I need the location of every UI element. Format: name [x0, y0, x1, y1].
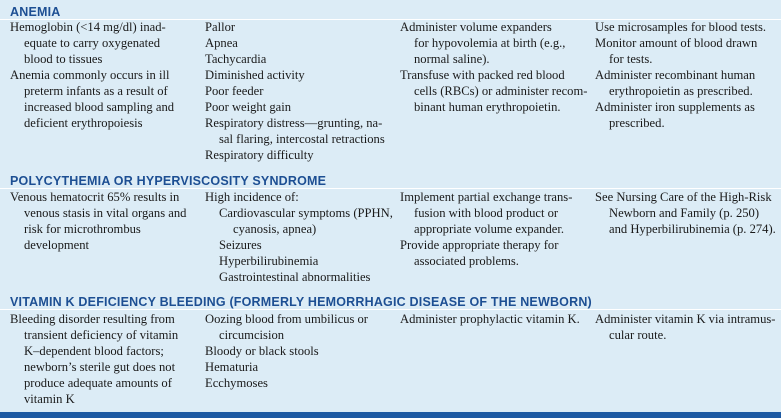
vitamin-k-manifestations: Oozing blood from umbilicus or circumcision Bloody or black stools Hematuria Ecchymoses — [205, 312, 368, 390]
polycythemia-description: Venous hematocrit 65% results in venous stasis in vital organs and risk for microthrombus development — [10, 190, 187, 252]
vitamin-k-therapeutic-management: Administer prophylactic vitamin K. — [400, 312, 580, 326]
anemia-nursing-considerations: Use microsamples for blood tests. Monitor amount of blood drawn for tests. Administer recombinant human erythropoietin as prescribed. Administer iron supplements as prescribed. — [595, 20, 767, 130]
vitamin-k-nursing-considerations: Administer vitamin K via intramus- cular route. — [595, 312, 776, 342]
polycythemia-therapeutic-management: Implement partial exchange trans- fusion with blood product or appropriate volume expander. Provide appropriate therapy for associated problems. — [400, 190, 573, 268]
bottom-border — [0, 412, 781, 418]
anemia-description: Hemoglobin (<14 mg/dl) inad- equate to carry oxygenated blood to tissues Anemia commonly occurs in ill preterm infants as a result of increased blood sampling and deficient erythropoiesis — [10, 20, 175, 130]
vitamin-k-description: Bleeding disorder resulting from transient deficiency of vitamin K–dependent blood factors; newborn’s sterile gut does not produce adequate amounts of vitamin K — [10, 312, 179, 406]
anemia-manifestations: Pallor Apnea Tachycardia Diminished activity Poor feeder Poor weight gain Respiratory distress—grunting, na- sal flaring, intercostal retractions Respiratory difficulty — [205, 20, 385, 162]
section-title-vitamin-k: VITAMIN K DEFICIENCY BLEEDING (FORMERLY HEMORRHAGIC DISEASE OF THE NEWBORN) — [10, 295, 592, 309]
polycythemia-nursing-considerations: See Nursing Care of the High-Risk Newborn and Family (p. 250) and Hyperbilirubinemia (p. 274). — [595, 190, 776, 236]
anemia-therapeutic-management: Administer volume expanders for hypovolemia at birth (e.g., normal saline). Transfuse with packed red blood cells (RBCs) or administer recom- binant human erythropoietin. — [400, 20, 588, 114]
polycythemia-manifestations: High incidence of: Cardiovascular symptoms (PPHN, cyanosis, apnea) Seizures Hyperbilirubinemia Gastrointestinal abnormalities — [205, 190, 393, 284]
section-title-polycythemia: POLYCYTHEMIA OR HYPERVISCOSITY SYNDROME — [10, 174, 327, 188]
section-title-anemia: ANEMIA — [10, 5, 61, 19]
section-divider — [0, 309, 781, 310]
